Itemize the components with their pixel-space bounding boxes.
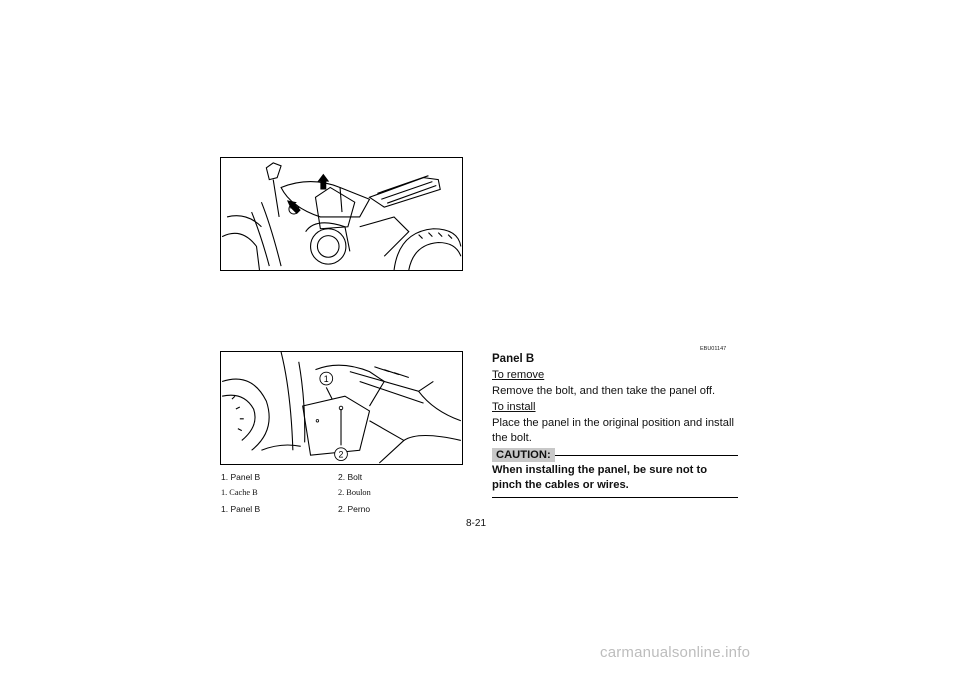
legend-item-bolt: 2. Bolt	[338, 472, 363, 482]
remove-text: Remove the bolt, and then take the panel off.	[492, 384, 716, 397]
legend-row-english	[221, 469, 471, 485]
svg-text:1: 1	[323, 373, 329, 384]
legend-item-panel: 1. Panel B	[221, 504, 261, 514]
caution-header	[492, 448, 738, 462]
atv-side-panel-illustration	[221, 158, 462, 270]
caution-label: CAUTION:	[492, 448, 555, 462]
svg-text:2: 2	[338, 449, 344, 460]
panel-b-bolt-illustration	[221, 352, 462, 464]
caution-bottom-rule	[492, 497, 738, 498]
caution-text: When installing the panel, be sure not to pinch the cables or wires.	[492, 464, 708, 492]
remove-heading: To remove	[492, 369, 545, 382]
atv-panel-figure-top	[220, 157, 463, 271]
install-heading: To install	[492, 401, 536, 414]
legend-item-panel: 1. Cache B	[221, 488, 258, 497]
caution-rule	[555, 455, 738, 456]
legend-item-bolt: 2. Boulon	[338, 488, 371, 497]
instructions-column	[492, 352, 738, 498]
page-number: 8-21	[466, 518, 487, 529]
install-text: Place the panel in the original position and install the bolt.	[492, 416, 734, 445]
figure-legend	[221, 469, 471, 517]
legend-item-bolt: 2. Perno	[338, 504, 371, 514]
legend-row-spanish	[221, 501, 471, 517]
legend-row-french	[221, 485, 471, 501]
callout-1	[320, 372, 333, 385]
caution-box	[492, 448, 738, 498]
legend-item-panel: 1. Panel B	[221, 472, 261, 482]
watermark: carmanualsonline.info	[600, 644, 751, 661]
section-code: EBU01147	[700, 346, 727, 352]
callout-2	[335, 448, 348, 461]
atv-panel-figure-bottom	[220, 351, 463, 465]
section-title: Panel B	[492, 353, 535, 365]
